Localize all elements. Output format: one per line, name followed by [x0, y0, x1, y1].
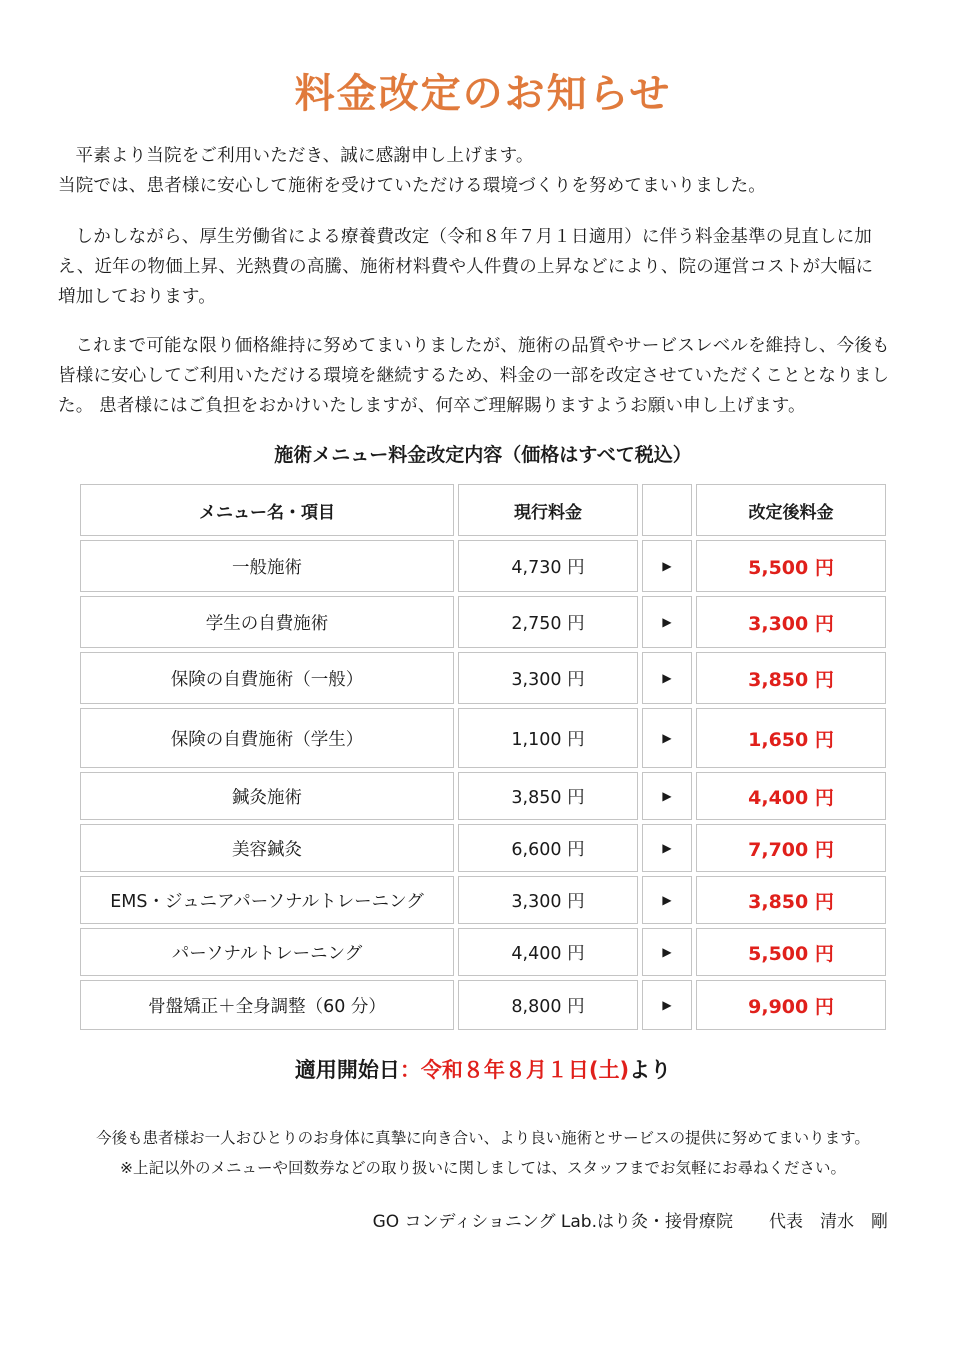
effective-suffix: より — [629, 1058, 672, 1082]
price-table — [80, 484, 886, 1034]
paragraph-line: 当院では、患者様に安心して施術を受けていただける環境づくりを努めてまいりました。 — [58, 176, 766, 196]
paragraph-line: 増加しております。 — [58, 287, 216, 307]
menu-name-cell: EMS・ジュニアパーソナルトレーニング — [80, 876, 454, 924]
menu-name-cell: 美容鍼灸 — [80, 824, 454, 872]
arrow-icon: ▶ — [642, 708, 692, 768]
table-row — [80, 928, 886, 976]
arrow-icon: ▶ — [642, 928, 692, 976]
paragraph-line: しかしながら、厚生労働省による療養費改定（令和８年７月１日適用）に伴う料金基準の見直しに加 — [75, 227, 872, 247]
new-price-cell: 9,900 円 — [696, 980, 886, 1030]
menu-name-cell: 一般施術 — [80, 540, 454, 592]
menu-name-cell: 学生の自費施術 — [80, 596, 454, 648]
new-price-cell: 7,700 円 — [696, 824, 886, 872]
arrow-icon: ▶ — [642, 540, 692, 592]
new-price-cell: 5,500 円 — [696, 540, 886, 592]
current-price-cell: 1,100 円 — [458, 708, 638, 768]
paragraph-line: 皆様に安心してご利用いただける環境を継続するため、料金の一部を改定させていただくこととなりまし — [58, 366, 890, 386]
menu-name-cell: 保険の自費施術（学生） — [80, 708, 454, 768]
table-row — [80, 824, 886, 872]
arrow-icon: ▶ — [642, 824, 692, 872]
menu-name-cell: 骨盤矯正＋全身調整（60 分） — [80, 980, 454, 1030]
closing-note: 今後も患者様お一人おひとりのお身体に真摯に向き合い、より良い施術とサービスの提供に努めてまいります。 — [96, 1129, 870, 1147]
current-price-cell: 3,850 円 — [458, 772, 638, 820]
paragraph-line: た。 患者様にはご負担をおかけいたしますが、何卒ご理解賜りますようお願い申し上げます。 — [58, 396, 806, 416]
table-row — [80, 652, 886, 704]
table-row — [80, 596, 886, 648]
current-price-cell: 2,750 円 — [458, 596, 638, 648]
arrow-icon: ▶ — [642, 652, 692, 704]
table-title: 施術メニュー料金改定内容（価格はすべて税込） — [274, 444, 692, 466]
new-price-cell: 1,650 円 — [696, 708, 886, 768]
header-arrow-blank — [642, 484, 692, 536]
table-row — [80, 876, 886, 924]
effective-date — [0, 1054, 966, 1084]
menu-name-cell: 保険の自費施術（一般） — [80, 652, 454, 704]
current-price-cell: 3,300 円 — [458, 876, 638, 924]
header-menu-name: メニュー名・項目 — [80, 484, 454, 536]
paragraph-line: これまで可能な限り価格維持に努めてまいりましたが、施術の品質やサービスレベルを維持し、今後も — [75, 336, 890, 356]
arrow-icon: ▶ — [642, 596, 692, 648]
new-price-cell: 4,400 円 — [696, 772, 886, 820]
header-current-price: 現行料金 — [458, 484, 638, 536]
paragraph-apology — [58, 331, 908, 421]
clinic-name: GO コンディショニング Lab.はり灸・接骨療院 — [372, 1212, 733, 1232]
table-row — [80, 980, 886, 1030]
new-price-cell: 3,850 円 — [696, 652, 886, 704]
current-price-cell: 4,400 円 — [458, 928, 638, 976]
effective-label: 適用開始日 — [294, 1058, 400, 1082]
new-price-cell: 3,850 円 — [696, 876, 886, 924]
effective-date-value: ：令和８年８月１日(土) — [399, 1058, 630, 1082]
arrow-icon: ▶ — [642, 876, 692, 924]
signature — [373, 1207, 888, 1232]
paragraph-greeting — [58, 141, 908, 201]
paragraph-line: え、近年の物価上昇、光熱費の高騰、施術材料費や人件費の上昇などにより、院の運営コストが大幅に — [58, 257, 874, 277]
paragraph-reason — [58, 222, 908, 312]
menu-name-cell: 鍼灸施術 — [80, 772, 454, 820]
table-header-row — [80, 484, 886, 536]
table-row — [80, 708, 886, 768]
table-row — [80, 772, 886, 820]
table-row — [80, 540, 886, 592]
new-price-cell: 3,300 円 — [696, 596, 886, 648]
representative-name: 代表 清水 剛 — [769, 1212, 888, 1232]
new-price-cell: 5,500 円 — [696, 928, 886, 976]
paragraph-line: 平素より当院をご利用いただき、誠に感謝申し上げます。 — [75, 146, 534, 166]
current-price-cell: 3,300 円 — [458, 652, 638, 704]
arrow-icon: ▶ — [642, 772, 692, 820]
current-price-cell: 4,730 円 — [458, 540, 638, 592]
header-new-price: 改定後料金 — [696, 484, 886, 536]
other-menu-note: ※上記以外のメニューや回数券などの取り扱いに関しましては、スタッフまでお気軽にお尋ねください。 — [120, 1159, 846, 1177]
current-price-cell: 6,600 円 — [458, 824, 638, 872]
page-title: 料金改定のお知らせ — [294, 71, 672, 117]
menu-name-cell: パーソナルトレーニング — [80, 928, 454, 976]
arrow-icon: ▶ — [642, 980, 692, 1030]
current-price-cell: 8,800 円 — [458, 980, 638, 1030]
